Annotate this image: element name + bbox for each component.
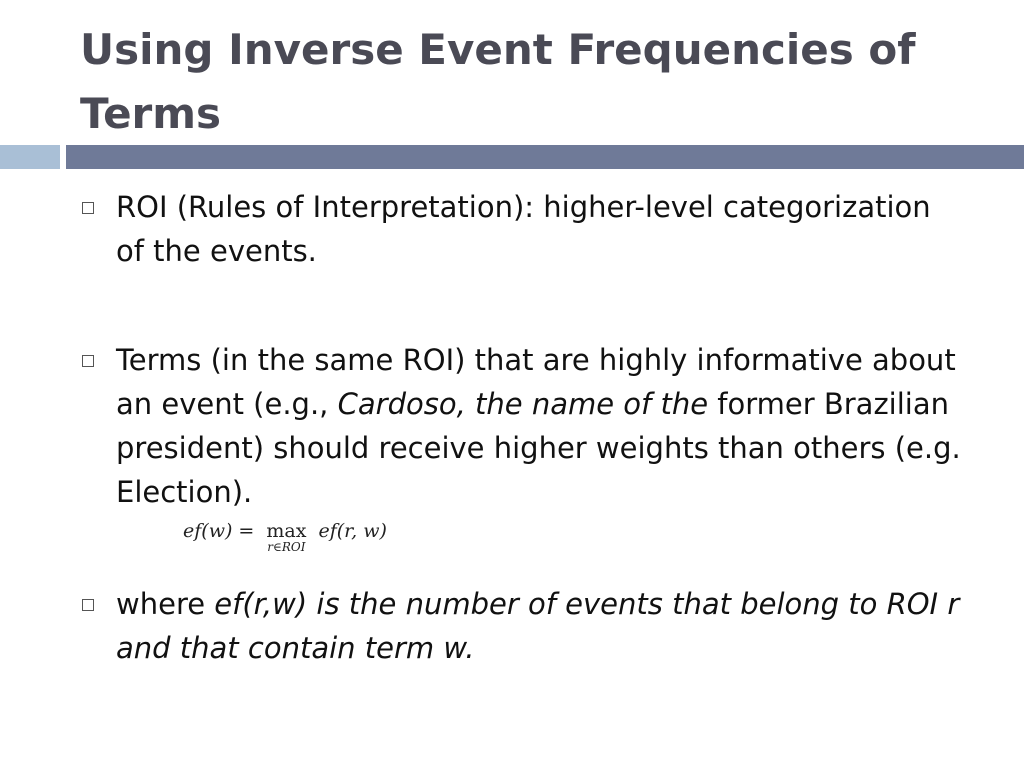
formula-max-operator: [266, 520, 306, 554]
bullet-text: [116, 582, 962, 670]
bullet-text-part: Terms (in the same ROI) that are highly informative about an event (e.g.,: [116, 343, 956, 421]
square-bullet-icon: [82, 202, 94, 214]
title-accent-bar-light: [0, 145, 60, 169]
bullet-text-italic: Cardoso, the name of the: [337, 387, 709, 421]
title-accent-bar-dark: [66, 145, 1024, 169]
bullet-text: [116, 338, 962, 514]
event-frequency-formula: [183, 520, 387, 554]
slide-title: Using Inverse Event Frequencies of Terms: [80, 25, 916, 138]
bullet-text: ROI (Rules of Interpretation): higher-level categorization of the events.: [116, 190, 931, 268]
square-bullet-icon: [82, 355, 94, 367]
formula-rhs: ef(r, w): [318, 520, 387, 542]
bullet-text-italic: ef(r,w) is the number of events that belong to ROI r and that contain term w.: [116, 587, 960, 665]
bullet-informative-terms: [82, 338, 962, 514]
formula-operator: max: [266, 520, 307, 542]
bullet-roi-definition: [82, 185, 962, 273]
bullet-text-part: where: [116, 587, 215, 621]
bullet-ef-definition: [82, 582, 962, 670]
formula-lhs: ef(w) =: [183, 520, 255, 542]
bullet-text-part: former Brazilian president) should receive higher weights than others (e.g. Election).: [116, 387, 961, 509]
formula-subscript: r∈ROI: [267, 540, 306, 554]
square-bullet-icon: [82, 599, 94, 611]
